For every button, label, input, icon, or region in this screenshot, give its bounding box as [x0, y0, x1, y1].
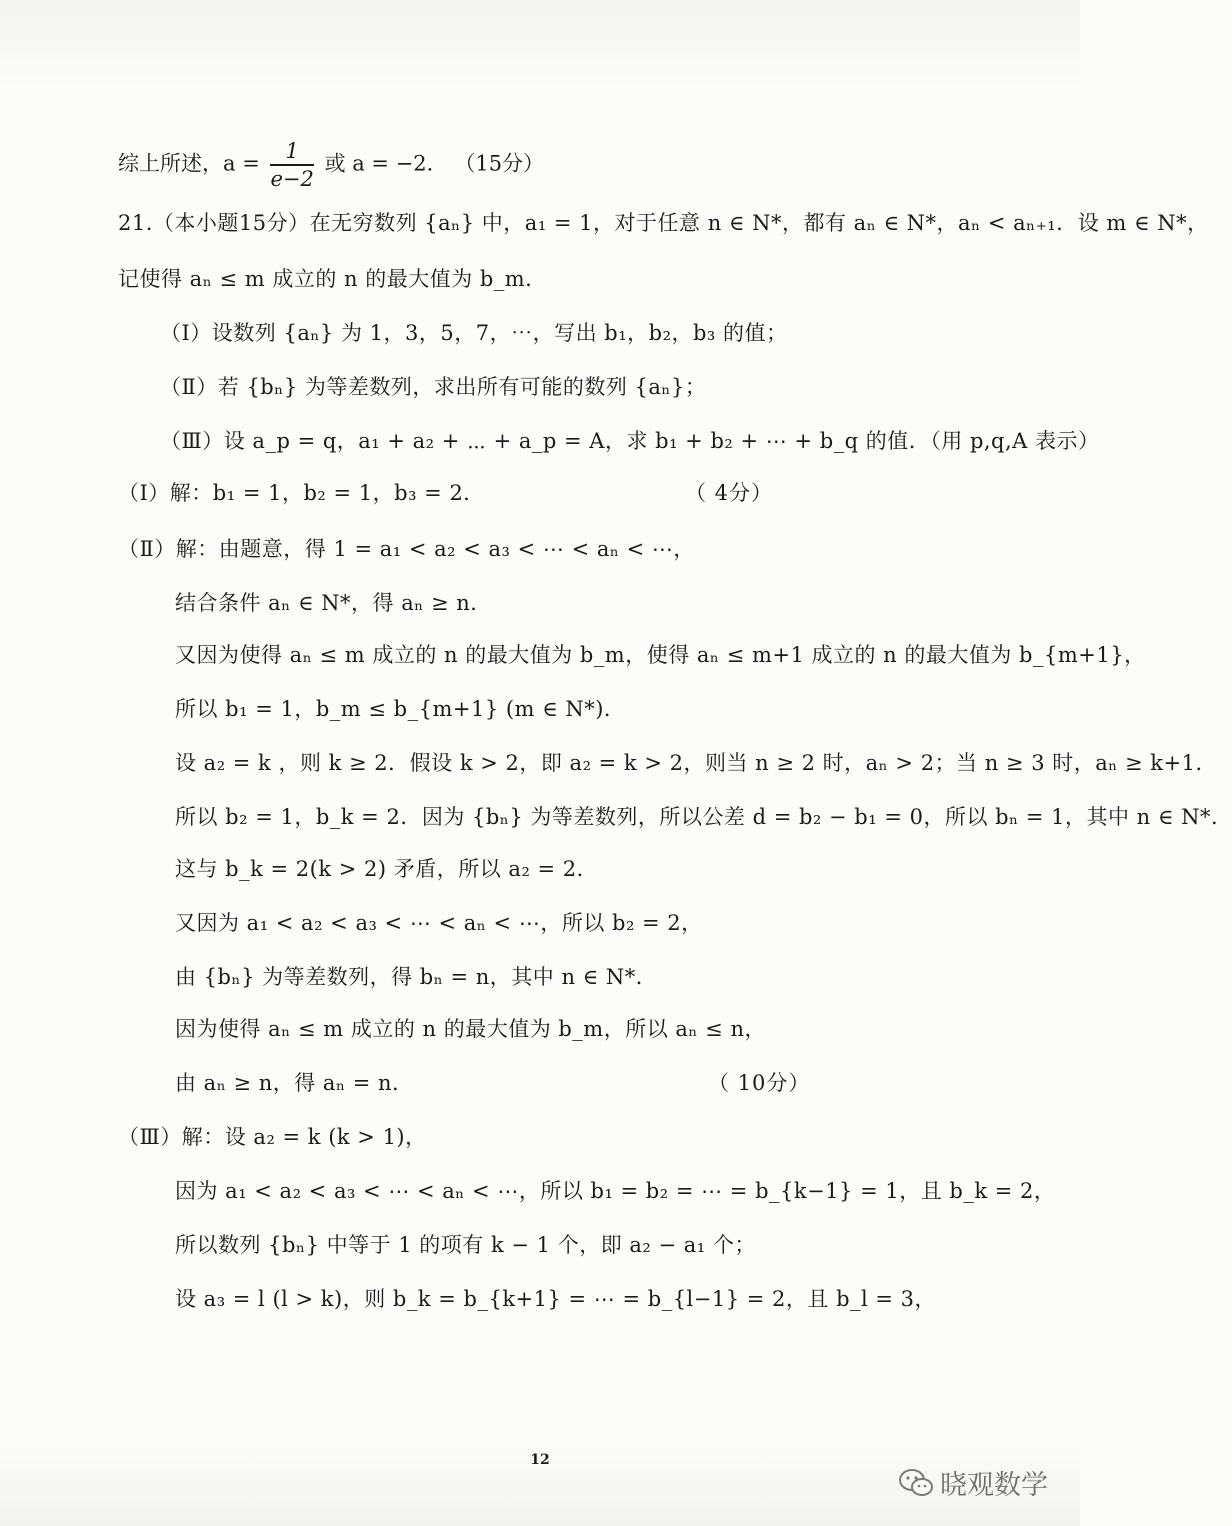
fraction-numerator: 1: [270, 138, 313, 166]
conclusion-line: [118, 138, 545, 191]
solution-2-line: 又因为 a₁ < a₂ < a₃ < ⋯ < aₙ < ⋯，所以 b₂ = 2，: [175, 911, 703, 935]
solution-2-line: 又因为使得 aₙ ≤ m 成立的 n 的最大值为 b_m，使得 aₙ ≤ m+1 成立的 n 的最大值为 b_{m+1}，: [175, 643, 1146, 667]
solution-2-line: 由 {bₙ} 为等差数列，得 bₙ = n，其中 n ∈ N*．: [175, 965, 658, 989]
solution-2-line: 这与 b_k = 2(k > 2) 矛盾，所以 a₂ = 2．: [175, 857, 599, 881]
fraction-denominator: e−2: [270, 167, 314, 191]
solution-2-line: 因为使得 aₙ ≤ m 成立的 n 的最大值为 b_m，所以 aₙ ≤ n，: [175, 1017, 766, 1041]
solution-2-line: （Ⅱ）解：由题意，得 1 = a₁ < a₂ < a₃ < ⋯ < aₙ < ⋯，: [118, 537, 695, 561]
solution-3-line: 设 a₃ = l (l > k)，则 b_k = b_{k+1} = ⋯ = b_{l−1} = 2，且 b_l = 3，: [175, 1287, 937, 1311]
problem-line-2: 记使得 aₙ ≤ m 成立的 n 的最大值为 b_m．: [118, 267, 547, 291]
problem-part-3: （Ⅲ）设 a_p = q，a₁ + a₂ + ⋯ + a_p = A，求 b₁ + b₂ + ⋯ + b_q 的值．（用 p,q,A 表示）: [160, 429, 1100, 453]
solution-2-line: 所以 b₁ = 1，b_m ≤ b_{m+1} (m ∈ N*)．: [175, 697, 626, 721]
solution-2-score: （ 10分）: [708, 1071, 811, 1095]
problem-part-2: （Ⅱ）若 {bₙ} 为等差数列，求出所有可能的数列 {aₙ}；: [160, 375, 707, 399]
solution-2-line: 所以 b₂ = 1，b_k = 2．因为 {bₙ} 为等差数列，所以公差 d = b₂ − b₁ = 0，所以 bₙ = 1，其中 n ∈ N*．: [175, 805, 1232, 829]
conclusion-suffix: 或 a = −2． （15分）: [324, 151, 545, 176]
problem-part-1: （Ⅰ）设数列 {aₙ} 为 1，3，5，7，⋯，写出 b₁，b₂，b₃ 的值；: [160, 321, 788, 345]
solution-2-line: 由 aₙ ≥ n，得 aₙ = n．: [175, 1071, 414, 1095]
solution-2-line: 结合条件 aₙ ∈ N*，得 aₙ ≥ n．: [175, 591, 492, 615]
solution-3-line: 因为 a₁ < a₂ < a₃ < ⋯ < aₙ < ⋯，所以 b₁ = b₂ = ⋯ = b_{k−1} = 1，且 b_k = 2，: [175, 1179, 1056, 1203]
watermark: [898, 1463, 1048, 1502]
problem-line-1: 21.（本小题15分）在无穷数列 {aₙ} 中，a₁ = 1，对于任意 n ∈ N*，都有 aₙ ∈ N*，aₙ < aₙ₊₁．设 m ∈ N*，: [118, 211, 1209, 235]
conclusion-prefix: 综上所述，a =: [118, 151, 260, 176]
page-number: 12: [530, 1452, 550, 1468]
solution-1-text: （Ⅰ）解：b₁ = 1，b₂ = 1，b₃ = 2．: [118, 481, 485, 505]
watermark-text: 晓观数学: [940, 1470, 1048, 1501]
solution-3-line: 所以数列 {bₙ} 中等于 1 的项有 k − 1 个，即 a₂ − a₁ 个；: [175, 1233, 756, 1257]
solution-3-line: （Ⅲ）解：设 a₂ = k (k > 1)，: [118, 1125, 427, 1149]
solution-2-line: 设 a₂ = k ，则 k ≥ 2．假设 k > 2，即 a₂ = k > 2，则当 n ≥ 2 时，aₙ > 2；当 n ≥ 3 时，aₙ ≥ k+1．: [175, 751, 1217, 775]
wechat-icon: [898, 1468, 934, 1498]
solution-1-score: （ 4分）: [685, 481, 774, 505]
fraction: [270, 138, 313, 192]
